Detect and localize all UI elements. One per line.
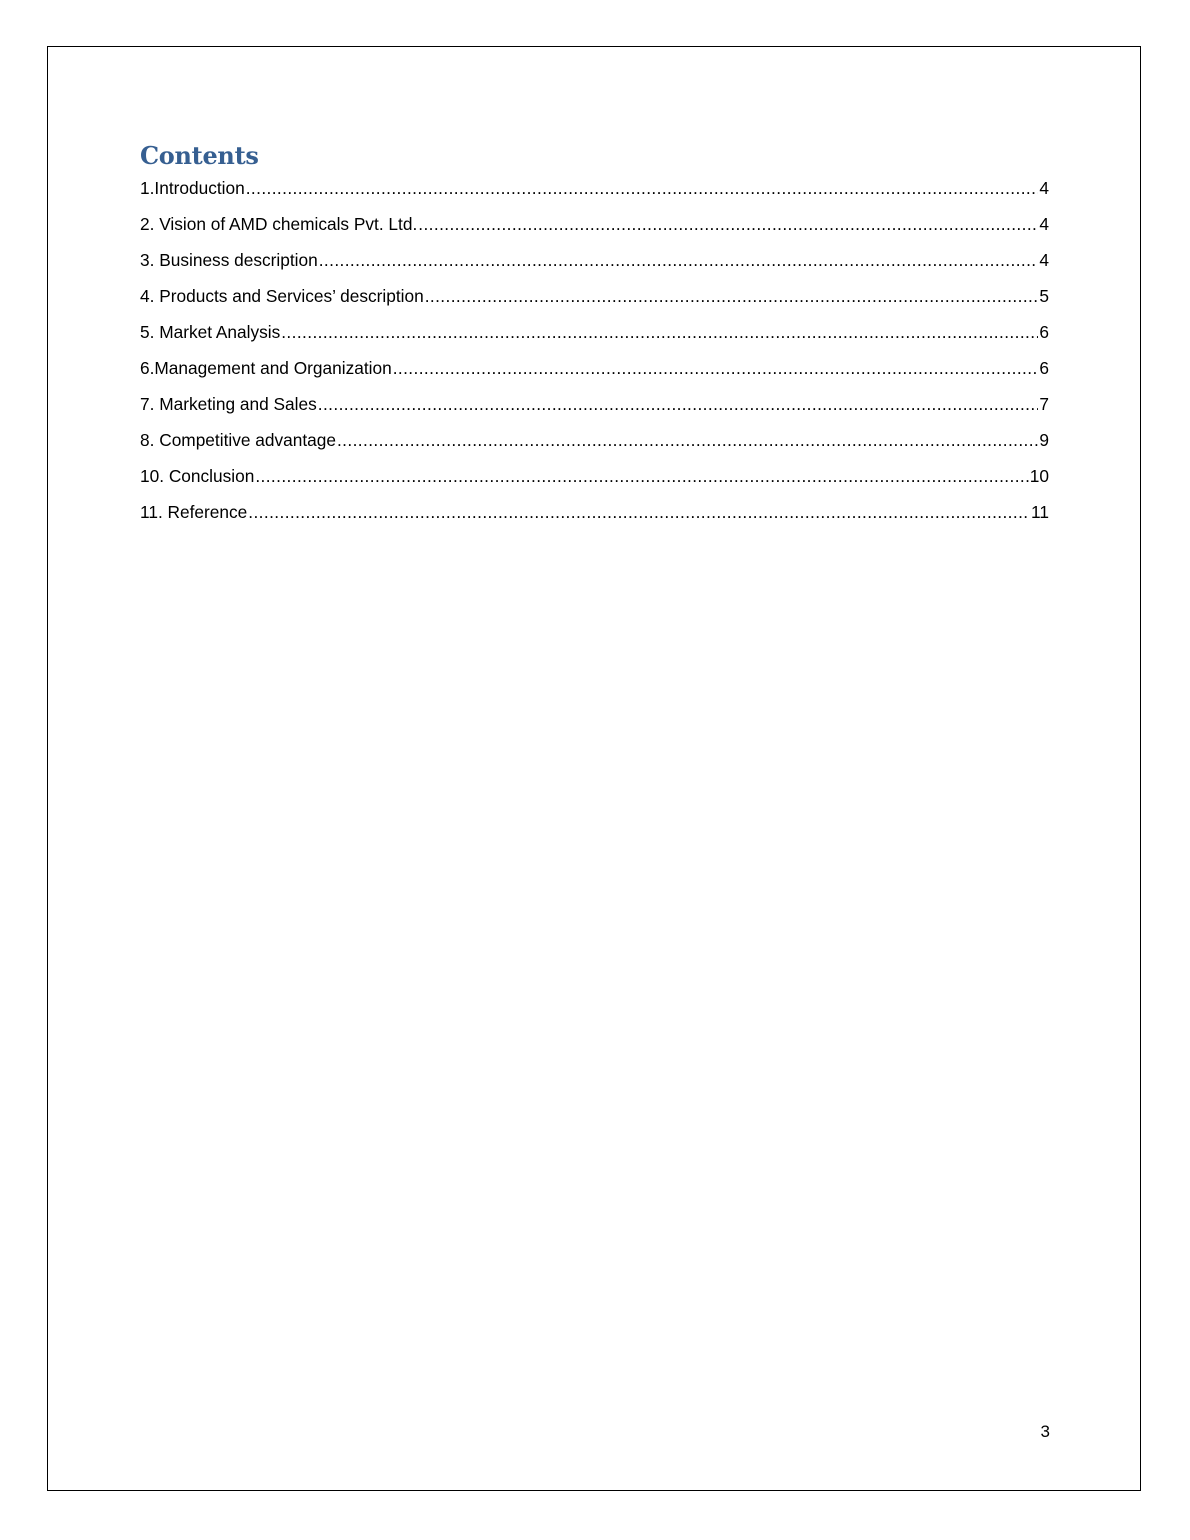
toc-dot-leader: [425, 284, 1039, 308]
toc-entry-title: 11. Reference: [140, 502, 248, 522]
toc-dot-leader: [248, 500, 1030, 524]
toc-entry[interactable]: [140, 356, 1049, 392]
toc-list: [140, 176, 1049, 536]
toc-entry-title: 10. Conclusion: [140, 466, 255, 486]
toc-entry-title: 3. Business description: [140, 250, 318, 270]
toc-entry-page: 6: [1039, 322, 1049, 342]
toc-heading: Contents: [140, 141, 259, 170]
toc-entry-page: 6: [1039, 358, 1049, 378]
toc-entry-page: 4: [1039, 214, 1049, 234]
toc-entry-page: 10: [1029, 466, 1049, 486]
toc-entry[interactable]: [140, 500, 1049, 536]
toc-entry-title: 6.Management and Organization: [140, 358, 392, 378]
toc-entry-title: 7. Marketing and Sales: [140, 394, 317, 414]
toc-entry-title: 2. Vision of AMD chemicals Pvt. Ltd.: [140, 214, 418, 234]
toc-entry[interactable]: [140, 176, 1049, 212]
toc-dot-leader: [418, 212, 1038, 236]
toc-entry-page: 5: [1039, 286, 1049, 306]
toc-entry-title: 1.Introduction: [140, 178, 245, 198]
toc-dot-leader: [337, 428, 1038, 452]
toc-dot-leader: [246, 176, 1039, 200]
toc-entry[interactable]: [140, 212, 1049, 248]
toc-entry[interactable]: [140, 428, 1049, 464]
toc-entry-title: 8. Competitive advantage: [140, 430, 336, 450]
toc-entry[interactable]: [140, 248, 1049, 284]
toc-entry[interactable]: [140, 464, 1049, 500]
toc-entry-page: 9: [1039, 430, 1049, 450]
toc-entry[interactable]: [140, 284, 1049, 320]
toc-entry-page: 4: [1039, 178, 1049, 198]
toc-entry-page: 11: [1031, 502, 1049, 522]
toc-dot-leader: [319, 248, 1039, 272]
toc-entry-page: 7: [1039, 394, 1049, 414]
toc-entry-page: 4: [1039, 250, 1049, 270]
toc-entry[interactable]: [140, 392, 1049, 428]
toc-dot-leader: [318, 392, 1039, 416]
toc-dot-leader: [393, 356, 1039, 380]
toc-entry-title: 4. Products and Services’ description: [140, 286, 424, 306]
toc-dot-leader: [281, 320, 1038, 344]
page-number: 3: [1040, 1422, 1050, 1441]
toc-entry-title: 5. Market Analysis: [140, 322, 281, 342]
toc-dot-leader: [255, 464, 1028, 488]
toc-entry[interactable]: [140, 320, 1049, 356]
table-of-contents: [140, 138, 1049, 536]
